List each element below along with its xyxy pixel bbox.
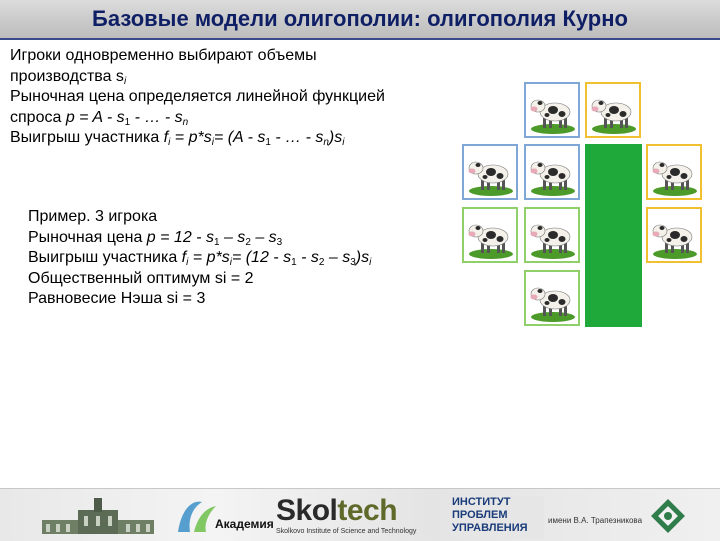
intro-line-2: производства $s_i$ xyxy=(10,67,127,87)
cow-icon xyxy=(529,87,577,135)
cow-cell xyxy=(462,207,518,263)
ipu-subtitle: имени В.А. Трапезникова xyxy=(548,516,643,525)
example-line-5: Равновесие Нэша si = 3 xyxy=(28,290,206,307)
cow-cell xyxy=(646,207,702,263)
example-line-1: Пример. 3 игрока xyxy=(28,208,158,225)
cow-icon xyxy=(467,149,515,197)
skoltech-logo: Skoltech xyxy=(276,494,398,527)
cow-cell xyxy=(524,207,580,263)
example-text xyxy=(28,207,458,310)
intro-line-5: Выигрыш участника $f_i = p*s_i= (A - s_1$ - … - $s_n)s_i$ xyxy=(10,129,345,148)
cow-icon xyxy=(651,149,699,197)
example-line-2: Рыночная цена $p = 12 - s_1 - s_2 - s_3$ xyxy=(28,228,283,248)
example-line-3: Выигрыш участника $f_i = p*s_i= (12 - s_1 - s_2 - s_3)s_i$ xyxy=(28,249,372,268)
ras-emblem-icon xyxy=(648,496,688,536)
pasture-column xyxy=(585,144,642,327)
cow-cell xyxy=(646,144,702,200)
intro-line-1: Игроки одновременно выбирают объемы xyxy=(10,47,317,64)
slide-title: Базовые модели олигополии: олигополия Курно xyxy=(92,6,628,31)
intro-line-4: спроса $p = A - s_1$ - … - $s_n$ xyxy=(10,108,189,128)
intro-line-3: Рыночная цена определяется линейной функцией xyxy=(10,88,385,105)
building-logo xyxy=(38,496,158,536)
title-bar xyxy=(0,0,720,40)
cow-cell xyxy=(524,82,580,138)
example-line-4: Общественный оптимум si = 2 xyxy=(28,269,254,287)
cow-icon xyxy=(529,275,577,323)
cow-icon xyxy=(529,149,577,197)
cow-cell xyxy=(585,82,641,138)
ipu-logo: ИНСТИТУТ ПРОБЛЕМ УПРАВЛЕНИЯ xyxy=(452,496,544,538)
cow-icon xyxy=(529,212,577,260)
cow-cell xyxy=(462,144,518,200)
cow-icon xyxy=(590,87,638,135)
akademia-label: Академия xyxy=(215,517,274,531)
cow-cell xyxy=(524,144,580,200)
cow-icon xyxy=(651,212,699,260)
cow-cell xyxy=(524,270,580,326)
intro-text xyxy=(10,46,460,149)
skoltech-subtitle: Skolkovo Institute of Science and Technology xyxy=(276,528,417,535)
cow-icon xyxy=(467,212,515,260)
